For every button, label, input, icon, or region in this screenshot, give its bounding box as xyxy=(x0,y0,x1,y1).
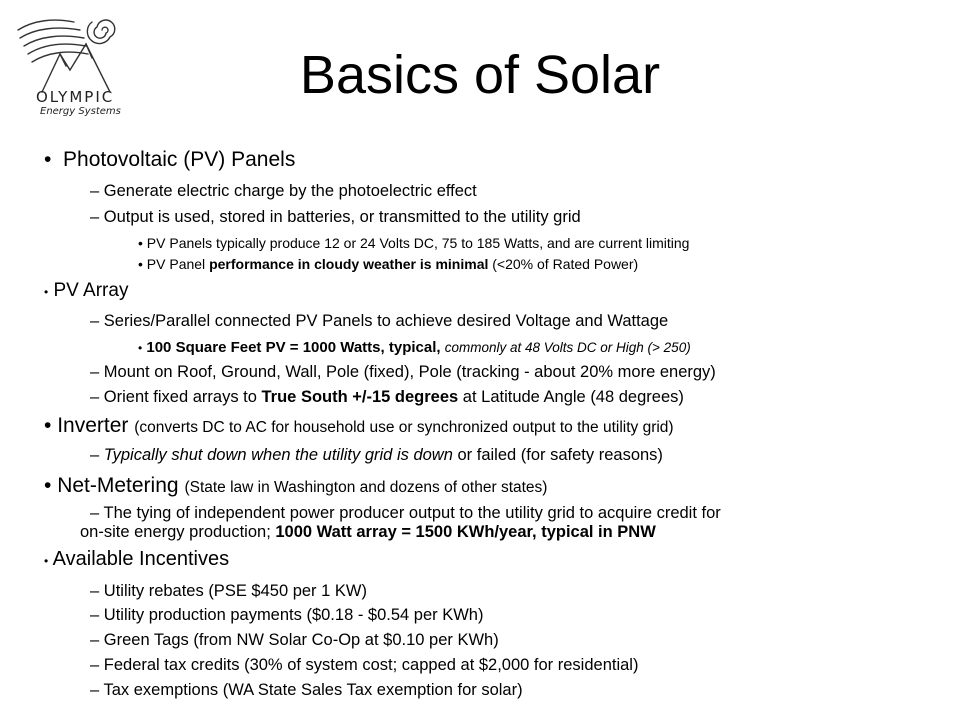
dash-icon: – xyxy=(90,363,100,381)
bullet-icon: • xyxy=(44,554,49,568)
subsub-pv-volts: • PV Panels typically produce 12 or 24 Volts DC, 75 to 185 Watts, and are current limiting xyxy=(138,235,690,251)
bullet-icon: • xyxy=(138,235,143,251)
sub-netmeter-desc: – The tying of independent power producer output to the utility grid to acquire credit for xyxy=(90,504,721,522)
sub-inc-federal: – Federal tax credits (30% of system cost; capped at $2,000 for residential) xyxy=(90,656,639,674)
heading-pv-panels: Photovoltaic (PV) Panels xyxy=(63,148,296,171)
dash-icon: – xyxy=(90,208,100,226)
heading-incentives: Available Incentives xyxy=(52,548,230,570)
sub-netmeter-desc-cont: on-site energy production; 1000 Watt array = 1500 KWh/year, typical in PNW xyxy=(80,523,656,541)
bullet-icon: • xyxy=(138,256,143,272)
bullet-icon: • xyxy=(44,285,49,299)
sub-inc-tax: – Tax exemptions (WA State Sales Tax exemption for solar) xyxy=(90,681,523,699)
bullet-icon: • xyxy=(44,414,52,437)
bullet-icon: • xyxy=(138,341,143,355)
sub-inc-rebates: – Utility rebates (PSE $450 per 1 KW) xyxy=(90,582,367,600)
dash-icon: – xyxy=(90,582,100,600)
sub-inc-green: – Green Tags (from NW Solar Co-Op at $0.10 per KWh) xyxy=(90,631,499,649)
dash-icon: – xyxy=(90,656,100,674)
bullet-net-metering: • Net-Metering (State law in Washington and dozens of other states) xyxy=(44,474,548,497)
heading-inverter: Inverter xyxy=(57,414,129,437)
bullet-inverter: • Inverter (converts DC to AC for household use or synchronized output to the utility grid) xyxy=(44,414,674,437)
sub-pv-generate: – Generate electric charge by the photoelectric effect xyxy=(90,182,477,200)
dash-icon: – xyxy=(90,388,100,406)
dash-icon: – xyxy=(90,446,100,464)
sub-array-series: – Series/Parallel connected PV Panels to achieve desired Voltage and Wattage xyxy=(90,312,669,330)
dash-icon: – xyxy=(90,606,100,624)
slide-title: Basics of Solar xyxy=(299,45,661,105)
logo-name: OLYMPIC xyxy=(36,88,115,106)
bullet-pv-panels xyxy=(44,148,295,172)
dash-icon: – xyxy=(90,312,100,330)
logo-tagline: Energy Systems xyxy=(40,106,121,117)
sub-array-orient: – Orient fixed arrays to True South +/-15 degrees at Latitude Angle (48 degrees) xyxy=(90,388,684,406)
sub-array-mount: – Mount on Roof, Ground, Wall, Pole (fixed), Pole (tracking - about 20% more energy) xyxy=(90,363,716,381)
heading-net-metering: Net-Metering xyxy=(57,474,179,497)
heading-pv-array: PV Array xyxy=(53,280,129,301)
subsub-pv-cloudy: • PV Panel performance in cloudy weather is minimal (<20% of Rated Power) xyxy=(138,256,639,272)
dash-icon: – xyxy=(90,631,100,649)
sub-inc-production: – Utility production payments ($0.18 - $0.54 per KWh) xyxy=(90,606,484,624)
dash-icon: – xyxy=(90,681,100,699)
bullet-icon: • xyxy=(44,148,52,171)
subsub-array-sqft: • 100 Square Feet PV = 1000 Watts, typical, commonly at 48 Volts DC or High (> 250) xyxy=(138,339,691,356)
dash-icon: – xyxy=(90,504,100,522)
dash-icon: – xyxy=(90,182,100,200)
sub-inverter-shutdown: – Typically shut down when the utility grid is down or failed (for safety reasons) xyxy=(90,446,663,464)
sub-pv-output: – Output is used, stored in batteries, or transmitted to the utility grid xyxy=(90,208,581,226)
bullet-incentives xyxy=(44,548,229,571)
bullet-pv-array xyxy=(44,280,128,302)
bullet-icon: • xyxy=(44,474,52,497)
